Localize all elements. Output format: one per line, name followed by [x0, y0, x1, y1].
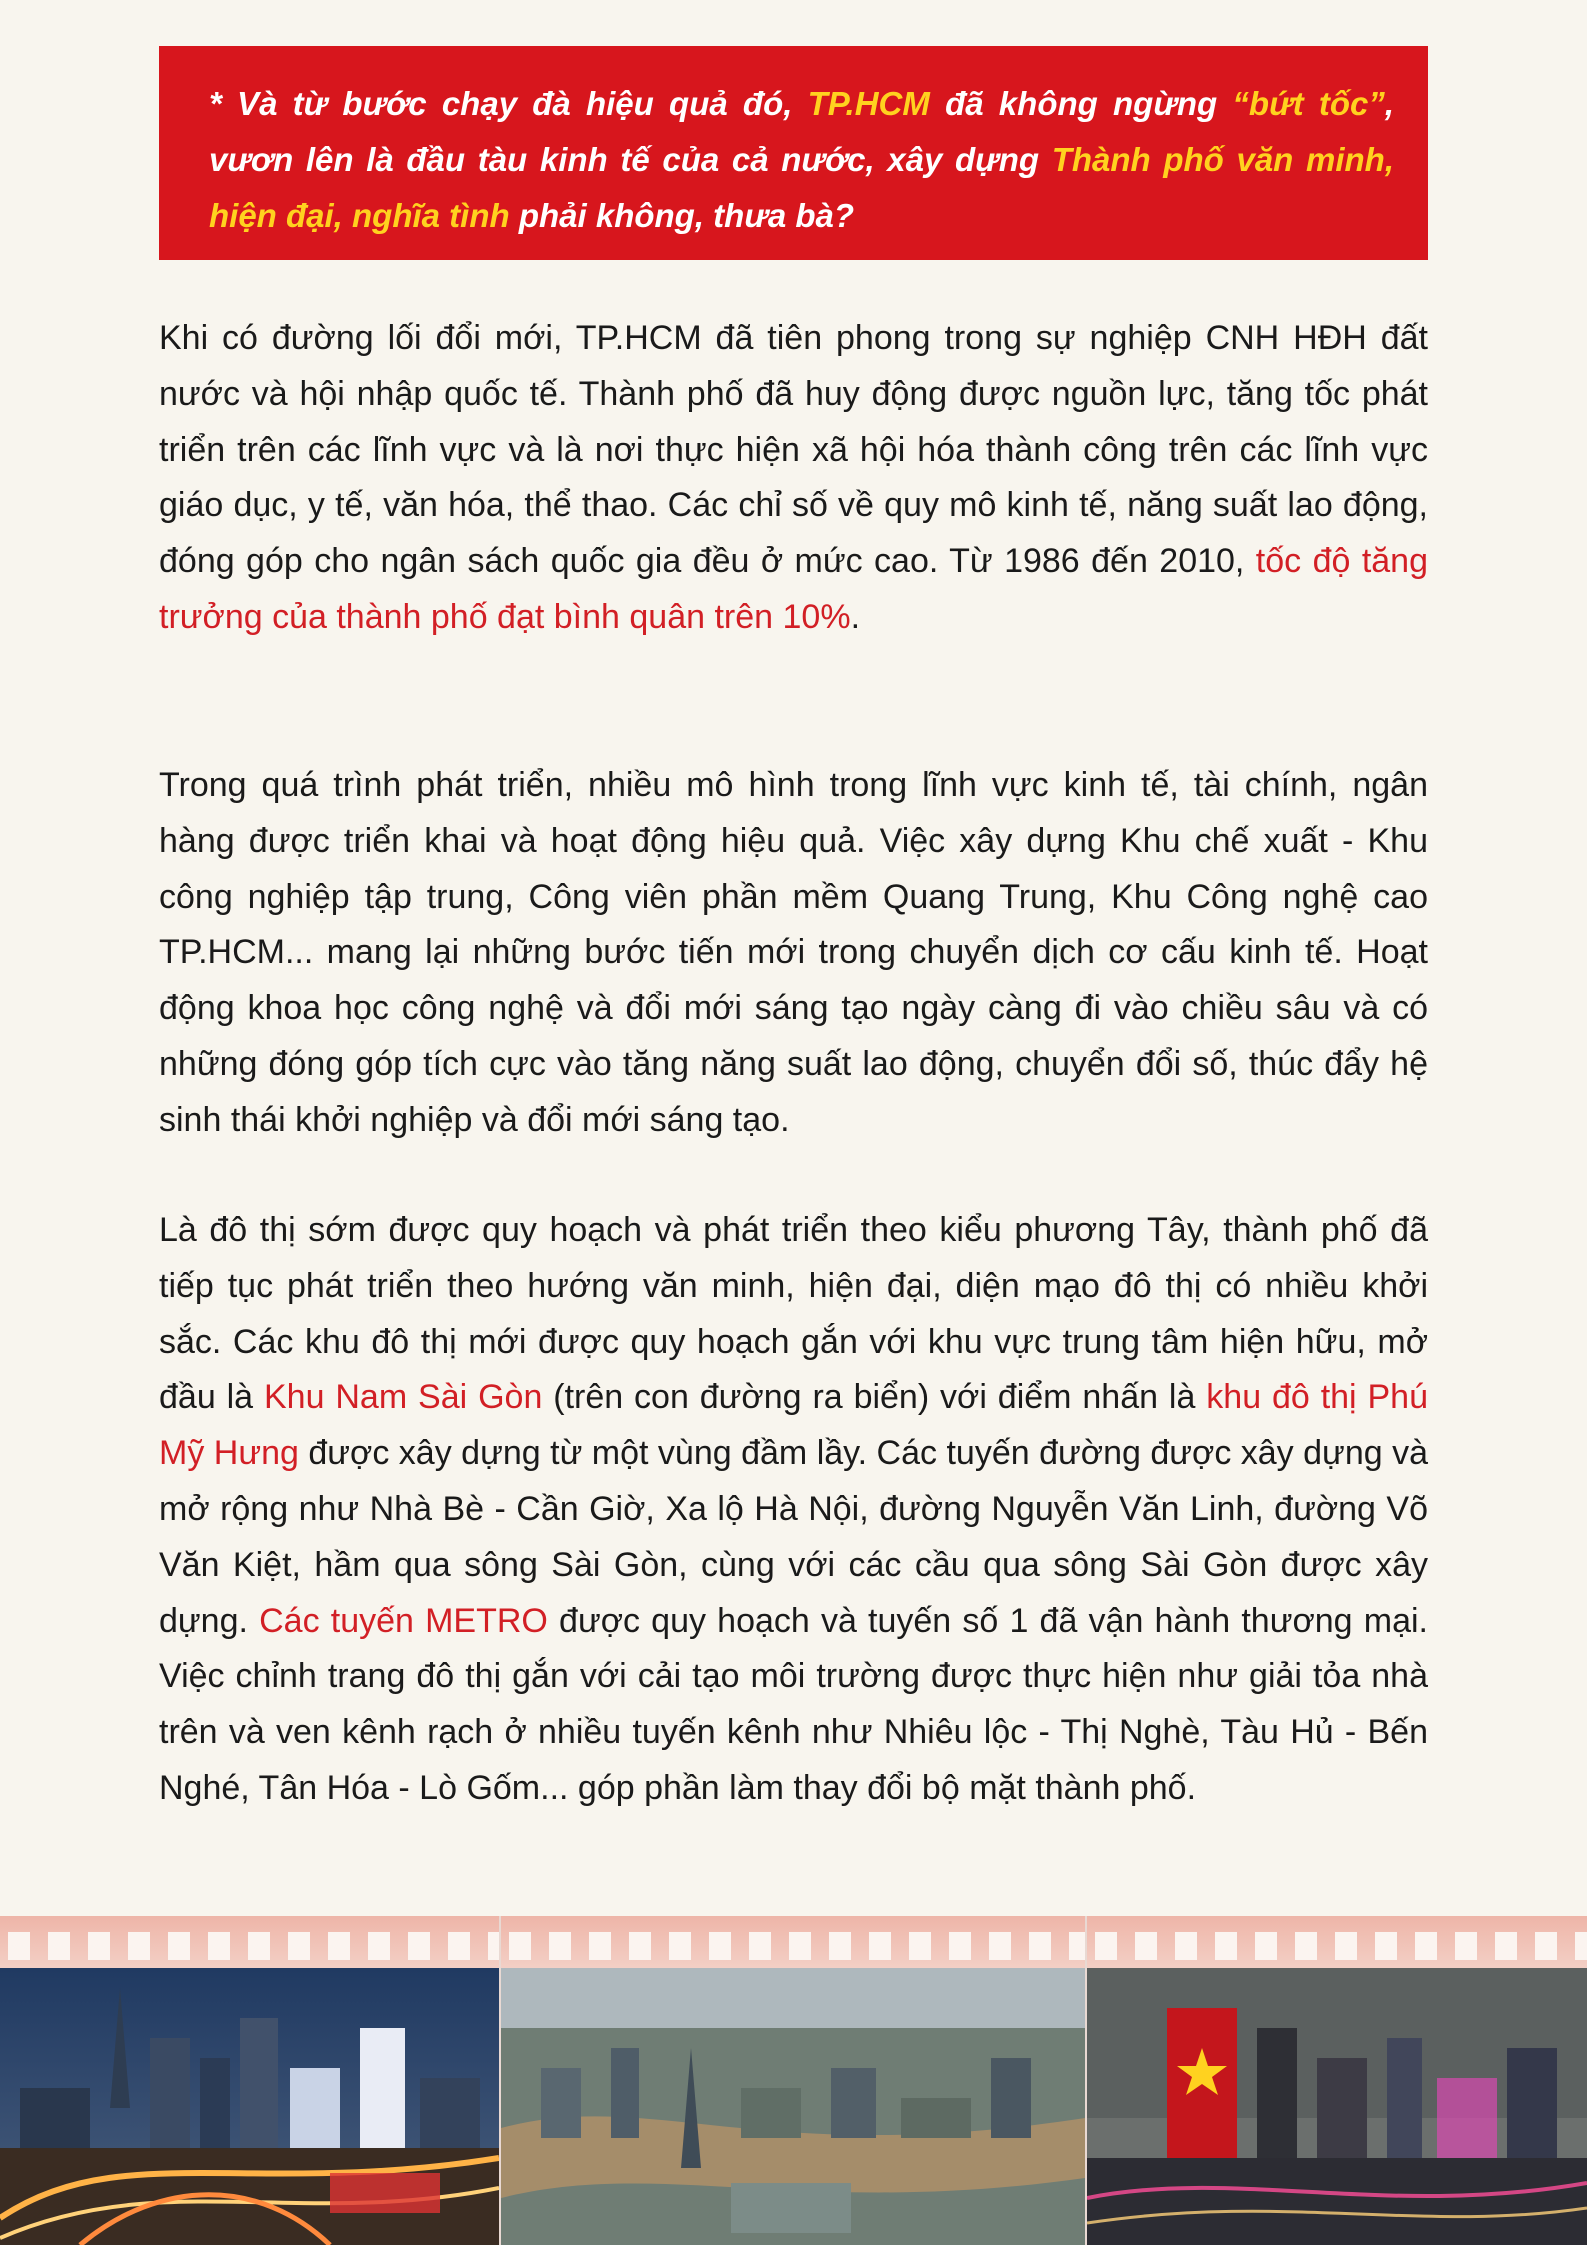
question-text: đã không ngừng	[929, 85, 1233, 122]
film-perforation-strip	[0, 1916, 499, 1968]
question-highlight: “bứt tốc”	[1232, 85, 1385, 122]
question-text: , vươn lên là đầu tàu kinh tế của cả nước, xây dựng	[209, 85, 1395, 178]
question-highlight: Thành phố văn minh, hiện đại, nghĩa tình	[209, 141, 1394, 234]
paragraph-highlight: Khu Nam Sài Gòn	[263, 1378, 543, 1417]
paragraph-highlight: Các tuyến METRO	[259, 1601, 548, 1640]
paragraph-text: được xây dựng từ một vùng đầm lầy. Các tuyến đường được xây dựng và mở rộng như Nhà Bè - Cần Giờ, Xa lộ Hà Nội, đường Nguyễn Văn Linh, đường Võ Văn Kiệt, hầm qua sông Sài Gòn, cùng với các cầu qua sông Sài Gòn được xây dựng.	[159, 1434, 1429, 1640]
city-aerial-river-photo	[501, 1916, 1085, 2245]
paragraph-text: .	[850, 597, 861, 636]
paragraph-text: Trong quá trình phát triển, nhiều mô hình trong lĩnh vực kinh tế, tài chính, ngân hàng được triển khai và hoạt động hiệu quả. Việc xây dựng Khu chế xuất - Khu công nghiệp tập trung, Công viên phần mềm Quang Trung, Khu Công nghệ cao TP.HCM... mang lại những bước tiến mới trong chuyển dịch cơ cấu kinh tế. Hoạt động khoa học công nghệ và đổi mới sáng tạo ngày càng đi vào chiều sâu và có những đóng góp tích cực vào tăng năng suất lao động, chuyển đổi số, thúc đẩy hệ sinh thái khởi nghiệp và đổi mới sáng tạo.	[159, 766, 1428, 1139]
photo-filmstrip	[0, 1916, 1587, 2245]
paragraph-highlight: tốc độ tăng trưởng của thành phố đạt bình quân trên 10%	[159, 542, 1428, 636]
film-perforation-strip	[501, 1916, 1085, 1968]
paragraph-text: Là đô thị sớm được quy hoạch và phát triển theo kiểu phương Tây, thành phố đã tiếp tục phát triển theo hướng văn minh, hiện đại, diện mạo đô thị có nhiều khởi sắc. Các khu đô thị mới được quy hoạch gắn với khu vực trung tâm hiện hữu, mở đầu là	[159, 1211, 1428, 1417]
article-paragraph-2	[159, 758, 1428, 1149]
riverside-night-flag-photo	[1087, 1916, 1587, 2245]
city-night-photo	[0, 1916, 499, 2245]
article-paragraph-3	[159, 1203, 1428, 1817]
question-text: * Và từ bước chạy đà hiệu quả đó,	[209, 85, 808, 122]
interview-question	[209, 76, 1394, 244]
film-perforation-strip	[1087, 1916, 1587, 1968]
paragraph-highlight: khu đô thị Phú Mỹ Hưng	[159, 1378, 1429, 1473]
article-paragraph-1	[159, 311, 1428, 646]
question-highlight: TP.HCM	[807, 85, 930, 122]
paragraph-text: Khi có đường lối đổi mới, TP.HCM đã tiên phong trong sự nghiệp CNH HĐH đất nước và hội nhập quốc tế. Thành phố đã huy động được nguồn lực, tăng tốc phát triển trên các lĩnh vực và là nơi thực hiện xã hội hóa thành công trên các lĩnh vực giáo dục, y tế, văn hóa, thể thao. Các chỉ số về quy mô kinh tế, năng suất lao động, đóng góp cho ngân sách quốc gia đều ở mức cao. Từ 1986 đến 2010,	[159, 319, 1428, 581]
question-text: phải không, thưa bà?	[509, 197, 855, 234]
paragraph-text: được quy hoạch và tuyến số 1 đã vận hành thương mại. Việc chỉnh trang đô thị gắn với cải tạo môi trường được thực hiện như giải tỏa nhà trên và ven kênh rạch ở nhiều tuyến kênh như Nhiêu lộc - Thị Nghè, Tàu Hủ - Bến Nghé, Tân Hóa - Lò Gốm... góp phần làm thay đổi bộ mặt thành phố.	[159, 1601, 1428, 1807]
paragraph-text: (trên con đường ra biển) với điểm nhấn là	[542, 1378, 1207, 1417]
question-box	[159, 46, 1428, 260]
